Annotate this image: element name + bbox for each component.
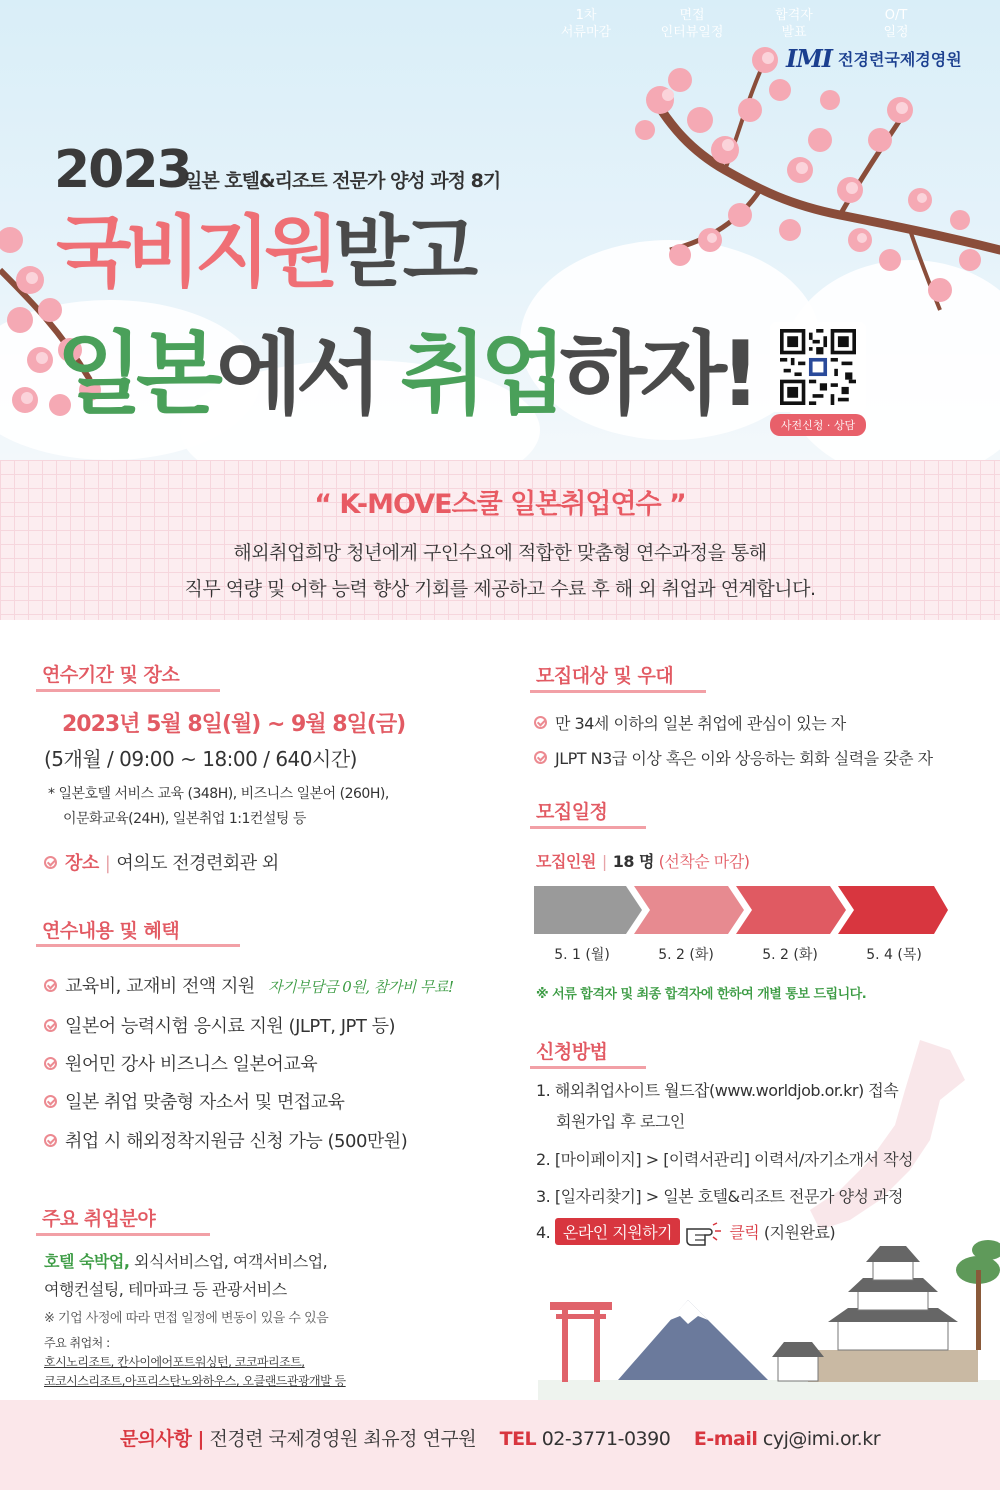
year-title: 2023 [54,140,191,200]
contact-line [0,1424,1000,1451]
online-apply-button[interactable]: 온라인 지원하기 [555,1218,680,1245]
employers-label: 주요 취업처 : [44,1336,110,1350]
imi-logo [786,44,962,73]
step-1 [534,0,638,48]
qr-code-icon [777,329,859,405]
apply-step: 회원가입 후 로그인 [556,1112,685,1131]
target-item [534,746,933,769]
section-underline [530,1066,646,1069]
section-title-fields: 주요 취업분야 [42,1208,156,1230]
step-label: 합격자 [775,8,813,23]
check-icon [44,1057,57,1070]
check-icon [534,716,547,729]
step-3 [742,0,846,48]
contact-person: 전경련 국제경영원 최유정 연구원 [203,1428,477,1450]
section-title-target: 모집대상 및 우대 [536,665,674,687]
benefit-text: 교육비, 교재비 전액 지원 [65,976,255,997]
headline-text: 하자! [560,322,754,427]
benefit-text: 취업 시 해외정착지원금 신청 가능 (500만원) [65,1131,408,1152]
step-date: 5. 2 (화) [762,947,818,963]
curriculum-note: 이문화교육(24H), 일본취업 1:1컨설팅 등 [63,811,306,827]
apply-step-number: 4. [536,1223,551,1242]
fields-line: 여행컨설팅, 테마파크 등 관광서비스 [44,1280,287,1299]
benefit-item [44,1127,407,1153]
check-icon [44,979,57,992]
curriculum-note: * 일본호텔 서비스 교육 (348H), 비즈니스 일본어 (260H), [48,786,389,802]
step-label: 인터뷰일정 [660,25,724,40]
step-label: 1차 [575,8,597,23]
location-row [44,849,279,875]
step-4 [846,0,946,48]
step-label: 면접 [679,8,705,23]
hero-banner [0,0,1000,460]
section-underline [36,944,240,947]
step-label: 서류마감 [560,25,612,40]
tel-label: TEL [499,1428,537,1450]
apply-done: (지원완료) [759,1223,836,1242]
section-title-benefits: 연수내용 및 혜택 [42,920,180,942]
intro-line: 직무 역량 및 어학 능력 향상 기회를 제공하고 수료 후 해 외 취업과 연계합니다. [184,578,816,600]
email-value[interactable]: cyj@imi.or.kr [757,1428,881,1450]
apply-step: 3. [일자리찾기] > 일본 호텔&리조트 전문가 양성 과정 [536,1187,903,1206]
apply-step: 1. 해외취업사이트 월드잡(www.worldjob.or.kr) 접속 [536,1081,899,1100]
schedule-note: ※ 서류 합격자 및 최종 합격자에 한하여 개별 통보 드립니다. [536,987,867,1002]
section-underline [530,826,646,829]
logo-mark: IMI [786,44,833,73]
check-icon [44,1095,57,1108]
logo-text: 전경련국제경영원 [838,50,962,69]
step-date: 5. 4 (목) [866,947,922,963]
recruit-count [536,849,749,872]
benefit-item [44,1088,344,1114]
tel-value[interactable]: 02-3771-0390 [536,1428,671,1450]
benefit-item [44,1050,317,1076]
fields-highlight: 호텔 숙박업, [44,1252,130,1271]
recruit-count-note: (선착순 마감) [658,852,750,871]
headline-highlight: 국비지원 [56,208,334,298]
recruit-count-label: 모집인원 [536,852,596,871]
divider: | [601,852,607,871]
handwritten-note: 자기부담금 0원, 참가비 무료! [268,978,454,996]
benefit-item [44,972,454,998]
period-dates: 2023년 5월 8일(월) ~ 9월 8일(금) [62,712,406,737]
step-2 [640,0,744,48]
intro-section [0,460,1000,620]
intro-title: “ K-MOVE스쿨 일본취업연수 ” [314,489,686,520]
step-label: O/T [884,8,908,23]
target-text: JLPT N3급 이상 혹은 이와 상응하는 회화 실력을 갖춘 자 [555,749,933,768]
recruit-count-value: 18 명 [612,852,655,871]
intro-line: 해외취업희망 청년에게 구인수요에 적합한 맞춤형 연수과정을 통해 [233,542,767,564]
benefit-text: 원어민 강사 비즈니스 일본어교육 [65,1054,318,1075]
step-label: 일정 [883,25,909,40]
headline-highlight: 일본 [56,322,216,427]
step-label: 발표 [781,25,807,40]
click-label[interactable]: 클릭 [729,1223,760,1242]
target-item [534,711,846,734]
section-title-schedule: 모집일정 [536,801,608,823]
section-underline [530,690,706,693]
contact-footer [0,1400,1000,1490]
headline-text: 에서 [215,322,401,427]
qr-caption: 사전신청 · 상담 [770,414,866,436]
employers-list: 코코시스리조트,아프리스탄노와하우스, 오클랜드관광개발 등 [44,1374,346,1388]
email-label: E-mail [693,1428,758,1450]
section-underline [36,1233,210,1236]
qr-code[interactable] [770,322,866,412]
headline-highlight: 취업 [400,322,560,427]
benefit-text: 일본 취업 맞춤형 자소서 및 면접교육 [65,1092,345,1113]
headline-text: 받고 [333,208,473,298]
section-title-period: 연수기간 및 장소 [42,664,180,686]
fields-note: ※ 기업 사정에 따라 면접 일정에 변동이 있을 수 있음 [44,1311,329,1326]
benefit-text: 일본어 능력시험 응시료 지원 (JLPT, JPT 등) [65,1016,395,1037]
headline-line1 [56,208,473,298]
schedule-steps-arrows [534,886,948,934]
check-icon [44,1019,57,1032]
contact-label: 문의사항 [119,1428,192,1450]
check-icon [44,1134,57,1147]
divider: | [104,853,111,874]
headline-line2 [56,322,754,427]
check-icon [534,751,547,764]
location-label: 장소 [65,853,99,874]
apply-step: 2. [마이페이지] > [이력서관리] 이력서/자기소개서 작성 [536,1150,914,1169]
benefit-item [44,1012,395,1038]
fields-text: 외식서비스업, 여객서비스업, [129,1252,328,1271]
course-subtitle: 일본 호텔&리조트 전문가 양성 과정 8기 [184,170,501,192]
employers-list: 호시노리조트, 칸사이에어포트워싱턴, 코코파리조트, [44,1355,305,1369]
divider: | [191,1428,204,1450]
section-underline [36,689,220,692]
japan-landmarks-illustration [538,1210,1000,1400]
period-detail: (5개월 / 09:00 ~ 18:00 / 640시간) [44,747,357,771]
step-date: 5. 1 (월) [554,947,610,963]
fields-line [44,1249,327,1272]
location-value: 여의도 전경련회관 외 [116,853,279,874]
qr-code-block[interactable] [770,322,866,436]
section-title-apply: 신청방법 [536,1041,608,1063]
check-icon [44,856,57,869]
step-date: 5. 2 (화) [658,947,714,963]
target-text: 만 34세 이하의 일본 취업에 관심이 있는 자 [555,714,846,733]
